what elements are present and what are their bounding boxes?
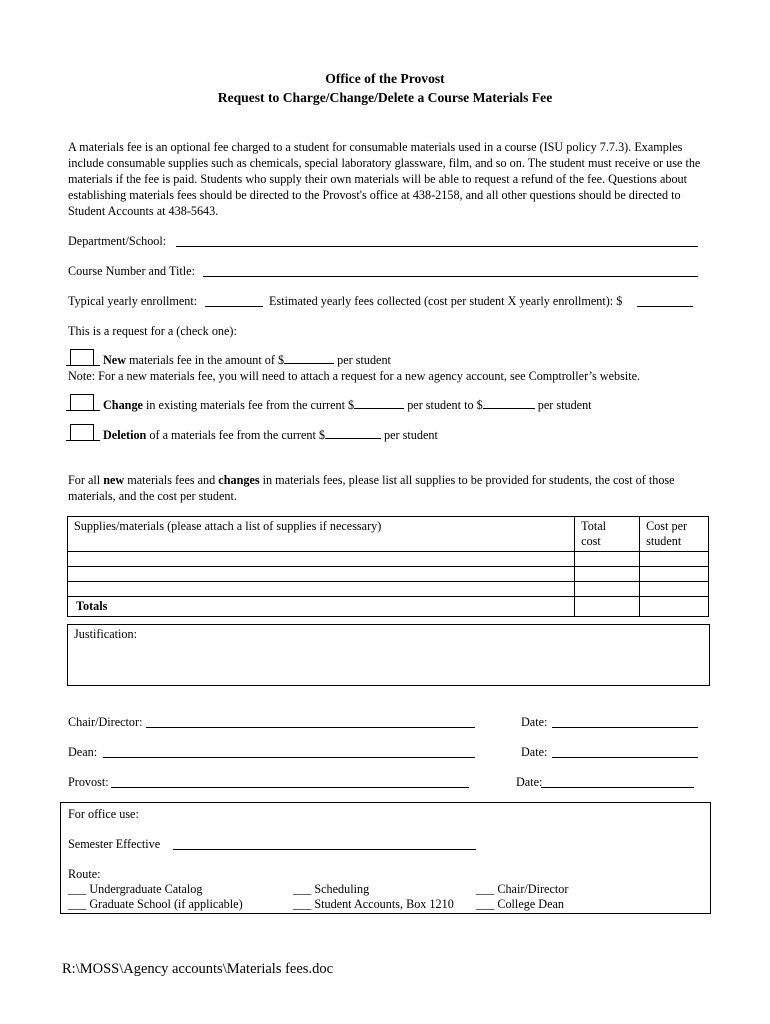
new-fee-note: Note: For a new materials fee, you will need to attach a request for a new agency account, see Comptroller’s website. [68, 369, 641, 383]
check-one-prompt: This is a request for a (check one): [68, 324, 237, 338]
totals-per-student-cell[interactable] [640, 597, 709, 617]
new-fee-amount-field[interactable] [284, 353, 334, 364]
supplies-instructions: For all new materials fees and changes in materials fees, please list all supplies to be provided for students, the cost of those materials, and the cost per student. [68, 473, 675, 503]
dean-label: Dean: [68, 745, 98, 759]
new-emphasis: new [103, 473, 125, 487]
deletion-label: Deletion [103, 428, 147, 442]
table-row[interactable] [68, 582, 709, 597]
semester-effective-label: Semester Effective [68, 837, 161, 851]
delete-fee-text: of a materials fee from the current $ [149, 428, 325, 442]
change-new-field[interactable] [483, 398, 535, 409]
table-row[interactable] [68, 567, 709, 582]
delete-fee-line [103, 428, 438, 443]
provost-label: Provost: [68, 775, 109, 789]
change-fee-mid: per student to $ [407, 398, 483, 412]
new-fee-text: materials fee in the amount of $ [129, 353, 285, 367]
change-fee-suffix: per student [537, 398, 592, 412]
checkbox-underline [66, 353, 100, 366]
table-header-row [68, 517, 709, 552]
new-fee-line [103, 353, 391, 368]
provost-date-field[interactable] [541, 775, 694, 788]
route-scheduling[interactable]: ___ Scheduling [293, 882, 370, 896]
new-label: New [103, 353, 127, 367]
course-field[interactable] [203, 264, 698, 277]
route-label: Route: [68, 867, 101, 881]
justification-box[interactable] [67, 624, 710, 686]
totals-row [68, 597, 709, 617]
new-fee-suffix: per student [337, 353, 391, 367]
totals-label: Totals [76, 599, 108, 613]
estimated-fees-label: Estimated yearly fees collected (cost per student X yearly enrollment): $ [269, 294, 623, 308]
office-use-label: For office use: [68, 807, 139, 821]
dean-date-field[interactable] [552, 745, 698, 758]
supplies-table [67, 516, 709, 617]
intro-paragraph: A materials fee is an optional fee charged to a student for consumable materials used in a course (ISU policy 7.7.3). Examples include consumable supplies such as chemicals, special laboratory glassware, film, and so on. The student must receive or use the materials if the fee is paid. Students who supply their own materials will be able to request a refund of the fee. Questions about establishing materials fees should be directed to the Provost's office at 438-2158, and all other questions should be directed to Student Accounts at 438-5643. [68, 140, 701, 218]
provost-signature-field[interactable] [111, 775, 469, 788]
office-use-box [60, 802, 711, 914]
cost-per-student-header: Cost per student [640, 517, 709, 552]
route-student-accounts[interactable]: ___ Student Accounts, Box 1210 [293, 897, 454, 911]
route-undergraduate-catalog[interactable]: ___ Undergraduate Catalog [68, 882, 203, 896]
delete-current-field[interactable] [325, 428, 381, 439]
enrollment-field[interactable] [205, 294, 263, 307]
supplies-header: Supplies/materials (please attach a list of supplies if necessary) [68, 517, 575, 552]
change-label: Change [103, 398, 143, 412]
chair-date-label: Date: [521, 715, 548, 729]
file-path-footer: R:\MOSS\Agency accounts\Materials fees.doc [62, 961, 334, 977]
provost-date-label: Date: [516, 775, 543, 789]
dean-signature-field[interactable] [103, 745, 475, 758]
table-row[interactable] [68, 552, 709, 567]
estimated-fees-field[interactable] [637, 294, 693, 307]
dean-date-label: Date: [521, 745, 548, 759]
change-fee-line [103, 398, 592, 413]
total-cost-header: Total cost [575, 517, 640, 552]
course-label: Course Number and Title: [68, 264, 195, 278]
delete-fee-suffix: per student [384, 428, 438, 442]
change-current-field[interactable] [354, 398, 404, 409]
department-field[interactable] [176, 234, 698, 247]
chair-label: Chair/Director: [68, 715, 143, 729]
form-title: Request to Charge/Change/Delete a Course Materials Fee [217, 90, 553, 105]
route-college-dean[interactable]: ___ College Dean [476, 897, 564, 911]
chair-date-field[interactable] [552, 715, 698, 728]
office-title: Office of the Provost [325, 71, 445, 86]
route-chair-director[interactable]: ___ Chair/Director [476, 882, 569, 896]
route-graduate-school[interactable]: ___ Graduate School (if applicable) [68, 897, 243, 911]
checkbox-underline [66, 428, 100, 441]
justification-label: Justification: [74, 627, 137, 641]
chair-signature-field[interactable] [146, 715, 475, 728]
enrollment-label: Typical yearly enrollment: [68, 294, 198, 308]
checkbox-underline [66, 398, 100, 411]
department-label: Department/School: [68, 234, 167, 248]
totals-cost-cell[interactable] [575, 597, 640, 617]
semester-effective-field[interactable] [173, 837, 476, 850]
changes-emphasis: changes [218, 473, 260, 487]
change-fee-text: in existing materials fee from the current $ [146, 398, 355, 412]
